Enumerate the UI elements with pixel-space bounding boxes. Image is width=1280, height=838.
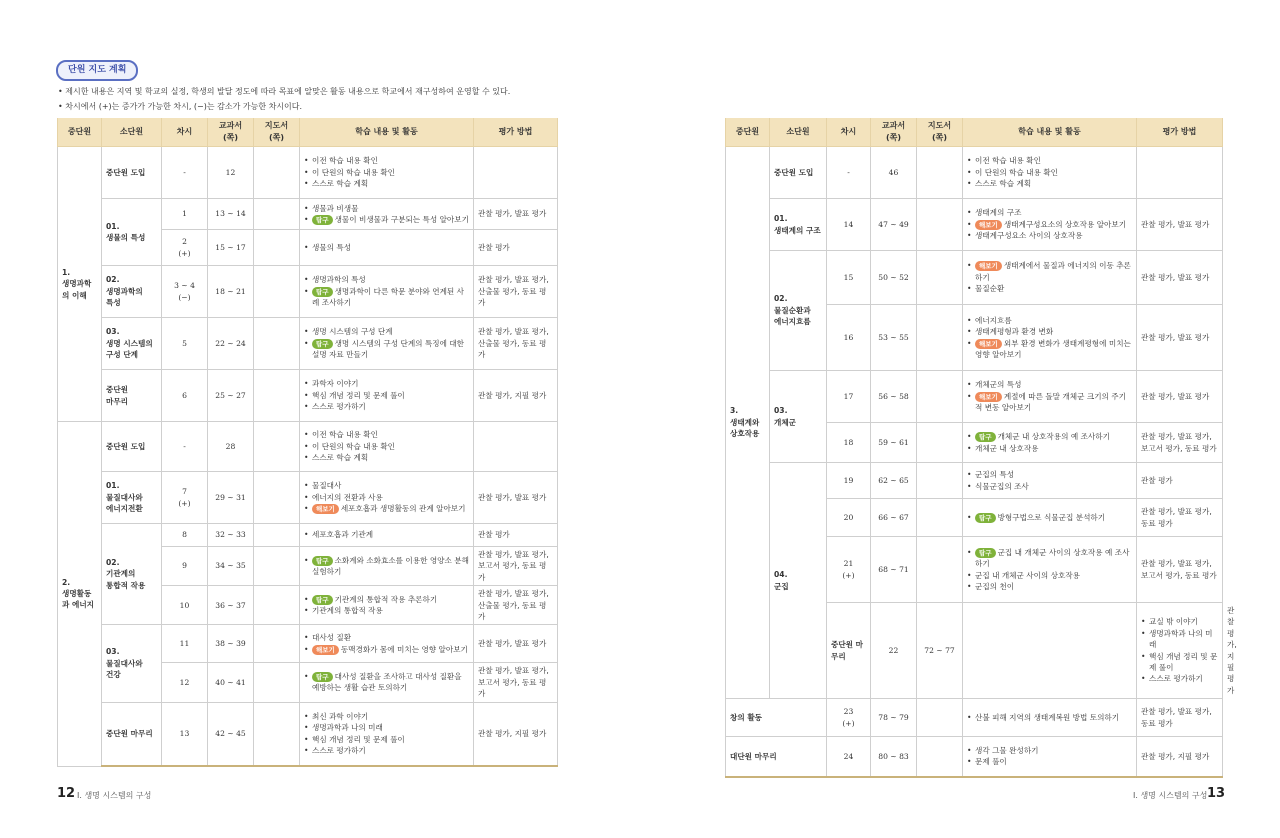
col-header-textbook: 교과서 (쪽) — [871, 118, 917, 147]
textbook-cell: 62 ~ 65 — [871, 463, 917, 499]
table-row — [58, 472, 558, 524]
sub-cell: 중단원 마무리 — [102, 370, 162, 422]
col-header-sub: 소단원 — [770, 118, 827, 147]
guide-cell — [254, 422, 300, 472]
textbook-cell: 47 ~ 49 — [871, 199, 917, 251]
content-cell — [963, 463, 1137, 499]
content-cell — [300, 147, 474, 199]
lesson-cell: 16 — [827, 305, 871, 371]
guide-cell — [254, 586, 300, 625]
eval-cell: 관찰 평가, 발표 평가 — [1137, 371, 1223, 423]
textbook-cell: 46 — [871, 147, 917, 199]
solve-tag: 해보기 — [312, 645, 339, 655]
guide-cell — [254, 702, 300, 766]
content-cell — [963, 147, 1137, 199]
sub-cell: 중단원 도입 — [102, 422, 162, 472]
table-row — [726, 199, 1223, 251]
eval-cell: 관찰 평가 — [1137, 463, 1223, 499]
list-item: • 해보기 세포호흡과 생명활동의 관계 알아보기 — [304, 503, 469, 514]
list-item: • 해보기 생태계구성요소의 상호작용 알아보기 — [967, 219, 1132, 230]
col-header-lesson: 차시 — [827, 118, 871, 147]
guide-cell — [917, 147, 963, 199]
content-cell — [963, 699, 1137, 737]
col-header-content: 학습 내용 및 활동 — [300, 118, 474, 147]
list-item: • 세포호흡과 기관계 — [304, 529, 469, 540]
lesson-cell: 17 — [827, 371, 871, 423]
textbook-cell: 78 ~ 79 — [871, 699, 917, 737]
list-item: • 탐구 방형구법으로 식물군집 분석하기 — [967, 512, 1132, 523]
list-item: • 개체군의 특성 — [967, 379, 1132, 390]
textbook-cell: 25 ~ 27 — [208, 370, 254, 422]
sub-cell: 03. 생명 시스템의 구성 단계 — [102, 318, 162, 370]
list-item: • 물질대사 — [304, 480, 469, 491]
guide-cell — [254, 547, 300, 586]
content-cell — [300, 524, 474, 547]
textbook-cell: 68 ~ 71 — [871, 537, 917, 603]
textbook-cell: 42 ~ 45 — [208, 702, 254, 766]
eval-cell: 관찰 평가, 발표 평가 — [474, 625, 558, 663]
list-item: • 대사성 질환 — [304, 632, 469, 643]
list-item: • 에너지흐름 — [967, 315, 1132, 326]
list-item: • 스스로 평가하기 — [1141, 673, 1218, 684]
lesson-cell: 10 — [162, 586, 208, 625]
list-item: • 생태계평형과 환경 변화 — [967, 326, 1132, 337]
guide-cell — [917, 251, 963, 305]
table-row: 중단원 마무리 22 72 ~ 77 • 교실 밖 이야기 • 생명과학과 나의 미래 • 핵심 개념 정리 및 문제 풀이 • 스스로 평가하기 관찰 평가, 지필 평가 — [726, 603, 1223, 699]
right-plan-table — [725, 118, 1237, 778]
textbook-cell: 12 — [208, 147, 254, 199]
guide-cell — [917, 537, 963, 603]
content-cell — [963, 371, 1137, 423]
list-item: • 생태계구성요소 사이의 상호작용 — [967, 230, 1132, 241]
textbook-cell: 13 ~ 14 — [208, 199, 254, 230]
eval-cell: 관찰 평가, 발표 평가, 산출물 평가, 동료 평가 — [474, 586, 558, 625]
guide-cell — [254, 318, 300, 370]
content-cell — [300, 199, 474, 230]
sub-cell: 03. 개체군 — [770, 371, 827, 463]
list-item: • 스스로 학습 계획 — [967, 178, 1132, 189]
lesson-cell: - — [162, 147, 208, 199]
col-header-guide: 지도서 (쪽) — [917, 118, 963, 147]
lesson-cell: 14 — [827, 199, 871, 251]
eval-cell: 관찰 평가, 지필 평가 — [1137, 737, 1223, 777]
list-item: • 최신 과학 이야기 — [304, 711, 469, 722]
lesson-cell: - — [162, 422, 208, 472]
list-item: • 기관계의 통합적 작용 — [304, 605, 469, 616]
list-item: • 에너지의 전환과 사용 — [304, 492, 469, 503]
explore-tag: 탐구 — [975, 432, 996, 442]
list-item: • 과학자 이야기 — [304, 378, 469, 389]
guide-cell — [254, 266, 300, 318]
eval-cell: 관찰 평가 — [474, 230, 558, 266]
list-item: • 산불 피해 지역의 생태계복원 방법 토의하기 — [967, 712, 1132, 723]
lesson-cell: 24 — [827, 737, 871, 777]
sub-cell: 중단원 마무리 — [827, 603, 871, 699]
sub-cell: 02. 생명과학의 특성 — [102, 266, 162, 318]
textbook-cell: 29 ~ 31 — [208, 472, 254, 524]
col-header-lesson: 차시 — [162, 118, 208, 147]
eval-cell: 관찰 평가 — [474, 524, 558, 547]
eval-cell: 관찰 평가, 발표 평가 — [474, 472, 558, 524]
textbook-cell: 80 ~ 83 — [871, 737, 917, 777]
sub-cell: 01. 물질대사와 에너지전환 — [102, 472, 162, 524]
table-row — [58, 625, 558, 663]
list-item: • 탐구 군집 내 개체군 사이의 상호작용 예 조사하기 — [967, 547, 1132, 570]
content-cell — [1137, 603, 1223, 699]
lesson-cell: 8 — [162, 524, 208, 547]
lesson-cell: 9 — [162, 547, 208, 586]
unit-1-cell: 1. 생명과학 의 이해 — [58, 147, 102, 422]
list-item: • 해보기 생태계에서 물질과 에너지의 이동 추론하기 — [967, 260, 1132, 283]
textbook-cell: 72 ~ 77 — [917, 603, 963, 699]
note-2: • 차시에서 (+)는 증가가 가능한 차시, (−)는 감소가 가능한 차시이다. — [58, 102, 303, 111]
content-cell — [963, 305, 1137, 371]
list-item: • 해보기 계절에 따른 돌말 개체군 크기의 주기적 변동 알아보기 — [967, 391, 1132, 414]
list-item: • 생물과 비생물 — [304, 203, 469, 214]
textbook-cell: 36 ~ 37 — [208, 586, 254, 625]
eval-cell: 관찰 평가, 발표 평가 — [1137, 305, 1223, 371]
col-header-textbook: 교과서 (쪽) — [208, 118, 254, 147]
list-item: • 핵심 개념 정리 및 문제 풀이 — [304, 734, 469, 745]
solve-tag: 해보기 — [975, 392, 1002, 402]
col-header-eval: 평가 방법 — [1137, 118, 1223, 147]
lesson-cell: 3 ~ 4 (−) — [162, 266, 208, 318]
content-cell — [963, 499, 1137, 537]
table-row — [726, 737, 1223, 777]
eval-cell — [474, 422, 558, 472]
content-cell — [963, 737, 1137, 777]
sub-cell: 중단원 마무리 — [102, 702, 162, 766]
table-row — [726, 371, 1223, 423]
textbook-cell: 50 ~ 52 — [871, 251, 917, 305]
list-item: • 탐구 소화계와 소화효소를 이용한 영양소 분해 실험하기 — [304, 555, 469, 578]
guide-cell — [917, 737, 963, 777]
note-1: • 제시한 내용은 지역 및 학교의 실정, 학생의 발달 정도에 따라 목표에 알맞은 활동 내용으로 학교에서 재구성하여 운영할 수 있다. — [58, 87, 511, 96]
list-item: • 해보기 동맥경화가 몸에 미치는 영향 알아보기 — [304, 644, 469, 655]
textbook-cell: 38 ~ 39 — [208, 625, 254, 663]
eval-cell: 관찰 평가, 발표 평가, 동료 평가 — [1137, 699, 1223, 737]
sub-cell: 04. 군집 — [770, 463, 827, 699]
page-number-left: 12 — [57, 786, 76, 801]
list-item: • 생물의 특성 — [304, 242, 469, 253]
lesson-cell: 12 — [162, 663, 208, 702]
eval-cell: 관찰 평가, 발표 평가 — [1137, 251, 1223, 305]
list-item: • 탐구 대사성 질환을 조사하고 대사성 질환을 예방하는 생활 습관 토의하기 — [304, 671, 469, 694]
eval-cell: 관찰 평가, 발표 평가, 산출물 평가, 동료 평가 — [474, 266, 558, 318]
lesson-cell: 7 (+) — [162, 472, 208, 524]
list-item: • 생명과학과 나의 미래 — [1141, 628, 1218, 651]
explore-tag: 탐구 — [312, 287, 333, 297]
list-item: • 스스로 평가하기 — [304, 401, 469, 412]
list-item: • 교실 밖 이야기 — [1141, 616, 1218, 627]
col-header-content: 학습 내용 및 활동 — [963, 118, 1137, 147]
table-row — [726, 251, 1223, 305]
textbook-cell: 34 ~ 35 — [208, 547, 254, 586]
section-heading: 단원 지도 계획 — [56, 60, 138, 81]
guide-cell — [254, 230, 300, 266]
col-header-guide: 지도서 (쪽) — [254, 118, 300, 147]
table-row — [58, 318, 558, 370]
textbook-cell: 32 ~ 33 — [208, 524, 254, 547]
list-item: • 개체군 내 상호작용 — [967, 443, 1132, 454]
list-item: • 생명과학의 특성 — [304, 274, 469, 285]
left-plan-table — [57, 118, 558, 767]
sub-cell: 창의 활동 — [726, 699, 827, 737]
content-cell — [300, 663, 474, 702]
textbook-cell: 66 ~ 67 — [871, 499, 917, 537]
sub-cell: 02. 물질순환과 에너지흐름 — [770, 251, 827, 371]
lesson-cell: 21 (+) — [827, 537, 871, 603]
textbook-cell: 59 ~ 61 — [871, 423, 917, 463]
eval-cell: 관찰 평가, 발표 평가, 산출물 평가, 동료 평가 — [474, 318, 558, 370]
content-cell — [300, 422, 474, 472]
content-cell — [963, 199, 1137, 251]
guide-cell — [254, 472, 300, 524]
list-item: • 문제 풀이 — [967, 756, 1132, 767]
solve-tag: 해보기 — [975, 261, 1002, 271]
guide-cell — [254, 370, 300, 422]
list-item: • 탐구 생명 시스템의 구성 단계의 특징에 대한 설명 자료 만들기 — [304, 338, 469, 361]
list-item: • 탐구 기관계의 통합적 작용 추론하기 — [304, 594, 469, 605]
table-row — [726, 463, 1223, 499]
table-row — [58, 147, 558, 199]
list-item: • 군집 내 개체군 사이의 상호작용 — [967, 570, 1132, 581]
list-item: • 생명 시스템의 구성 단계 — [304, 326, 469, 337]
lesson-cell: 2 (+) — [162, 230, 208, 266]
guide-cell — [254, 199, 300, 230]
list-item: • 식물군집의 조사 — [967, 481, 1132, 492]
solve-tag: 해보기 — [975, 220, 1002, 230]
guide-cell — [917, 499, 963, 537]
col-header-eval: 평가 방법 — [474, 118, 558, 147]
list-item: • 물질순환 — [967, 283, 1132, 294]
list-item: • 탐구 개체군 내 상호작용의 예 조사하기 — [967, 431, 1132, 442]
content-cell — [300, 266, 474, 318]
table-row — [58, 524, 558, 547]
table-row — [58, 199, 558, 230]
sub-cell: 01. 생태계의 구조 — [770, 199, 827, 251]
solve-tag: 해보기 — [312, 504, 339, 514]
guide-cell — [917, 423, 963, 463]
guide-cell — [963, 603, 1137, 699]
table-row — [58, 422, 558, 472]
page-label-right: Ⅰ. 생명 시스템의 구성 — [1133, 791, 1208, 800]
list-item: • 군집의 특성 — [967, 469, 1132, 480]
content-cell — [300, 625, 474, 663]
textbook-cell: 53 ~ 55 — [871, 305, 917, 371]
explore-tag: 탐구 — [975, 513, 996, 523]
list-item: • 이 단원의 학습 내용 확인 — [304, 441, 469, 452]
explore-tag: 탐구 — [312, 672, 333, 682]
content-cell — [300, 547, 474, 586]
list-item: • 해보기 외부 환경 변화가 생태계평형에 미치는 영향 알아보기 — [967, 338, 1132, 361]
textbook-cell: 15 ~ 17 — [208, 230, 254, 266]
list-item: • 이 단원의 학습 내용 확인 — [967, 167, 1132, 178]
eval-cell: 관찰 평가, 발표 평가 — [1137, 199, 1223, 251]
list-item: • 스스로 학습 계획 — [304, 452, 469, 463]
table-row — [726, 699, 1223, 737]
lesson-cell: 18 — [827, 423, 871, 463]
eval-cell — [474, 147, 558, 199]
content-cell — [963, 423, 1137, 463]
lesson-cell: 5 — [162, 318, 208, 370]
content-cell — [300, 370, 474, 422]
sub-cell: 대단원 마무리 — [726, 737, 827, 777]
content-cell — [300, 472, 474, 524]
eval-cell: 관찰 평가, 발표 평가, 보고서 평가, 동료 평가 — [474, 663, 558, 702]
col-header-mid: 중단원 — [726, 118, 770, 147]
explore-tag: 탐구 — [312, 339, 333, 349]
textbook-cell: 18 ~ 21 — [208, 266, 254, 318]
guide-cell — [917, 699, 963, 737]
guide-cell — [254, 147, 300, 199]
guide-cell — [254, 524, 300, 547]
list-item: • 핵심 개념 정리 및 문제 풀이 — [1141, 651, 1218, 674]
lesson-cell: 15 — [827, 251, 871, 305]
list-item: • 군집의 천이 — [967, 581, 1132, 592]
list-item: • 스스로 평가하기 — [304, 745, 469, 756]
content-cell — [963, 251, 1137, 305]
eval-cell: 관찰 평가, 발표 평가, 보고서 평가, 동료 평가 — [1137, 537, 1223, 603]
unit-2-cell: 2. 생명활동 과 에너지 — [58, 422, 102, 767]
list-item: • 스스로 학습 계획 — [304, 178, 469, 189]
lesson-cell: 19 — [827, 463, 871, 499]
sub-cell: 02. 기관계의 통합적 작용 — [102, 524, 162, 625]
guide-cell — [917, 463, 963, 499]
page-label-left: Ⅰ. 생명 시스템의 구성 — [77, 791, 152, 800]
list-item: • 이 단원의 학습 내용 확인 — [304, 167, 469, 178]
table-row — [58, 370, 558, 422]
col-header-mid: 중단원 — [58, 118, 102, 147]
lesson-cell: 20 — [827, 499, 871, 537]
lesson-cell: - — [827, 147, 871, 199]
lesson-cell: 13 — [162, 702, 208, 766]
sub-cell: 중단원 도입 — [102, 147, 162, 199]
content-cell — [300, 318, 474, 370]
guide-cell — [254, 663, 300, 702]
list-item: • 핵심 개념 정리 및 문제 풀이 — [304, 390, 469, 401]
lesson-cell: 6 — [162, 370, 208, 422]
list-item: • 탐구 생물이 비생물과 구분되는 특성 알아보기 — [304, 214, 469, 225]
explore-tag: 탐구 — [312, 595, 333, 605]
content-cell — [963, 537, 1137, 603]
list-item: • 생태계의 구조 — [967, 207, 1132, 218]
explore-tag: 탐구 — [312, 556, 333, 566]
explore-tag: 탐구 — [975, 548, 996, 558]
lesson-cell: 23 (+) — [827, 699, 871, 737]
table-row — [726, 147, 1223, 199]
content-cell — [300, 702, 474, 766]
guide-cell — [917, 199, 963, 251]
list-item: • 이전 학습 내용 확인 — [304, 155, 469, 166]
guide-cell — [917, 305, 963, 371]
eval-cell — [1137, 147, 1223, 199]
textbook-cell: 56 ~ 58 — [871, 371, 917, 423]
lesson-cell: 22 — [871, 603, 917, 699]
list-item: • 이전 학습 내용 확인 — [967, 155, 1132, 166]
textbook-cell: 28 — [208, 422, 254, 472]
explore-tag: 탐구 — [312, 215, 333, 225]
sub-cell: 03. 물질대사와 건강 — [102, 625, 162, 702]
lesson-cell: 11 — [162, 625, 208, 663]
eval-cell: 관찰 평가, 발표 평가, 보고서 평가, 동료 평가 — [1137, 423, 1223, 463]
textbook-cell: 22 ~ 24 — [208, 318, 254, 370]
textbook-cell: 40 ~ 41 — [208, 663, 254, 702]
list-item: • 생각 그물 완성하기 — [967, 745, 1132, 756]
table-row — [58, 266, 558, 318]
col-header-sub: 소단원 — [102, 118, 162, 147]
guide-cell — [917, 371, 963, 423]
solve-tag: 해보기 — [975, 339, 1002, 349]
unit-3-cell: 3. 생태계와 상호작용 — [726, 147, 770, 699]
sub-cell: 01. 생물의 특성 — [102, 199, 162, 266]
content-cell — [300, 230, 474, 266]
list-item: • 이전 학습 내용 확인 — [304, 429, 469, 440]
content-cell — [300, 586, 474, 625]
table-row — [58, 702, 558, 766]
eval-cell: 관찰 평가, 지필 평가 — [474, 702, 558, 766]
sub-cell: 중단원 도입 — [770, 147, 827, 199]
eval-cell: 관찰 평가, 지필 평가 — [474, 370, 558, 422]
eval-cell: 관찰 평가, 발표 평가, 보고서 평가, 동료 평가 — [474, 547, 558, 586]
eval-cell: 관찰 평가, 발표 평가 — [474, 199, 558, 230]
page-number-right: 13 — [1207, 786, 1226, 801]
list-item: • 생명과학과 나의 미래 — [304, 722, 469, 733]
eval-cell: 관찰 평가, 발표 평가, 동료 평가 — [1137, 499, 1223, 537]
guide-cell — [254, 625, 300, 663]
list-item: • 탐구 생명과학이 다른 학문 분야와 연계된 사례 조사하기 — [304, 286, 469, 309]
lesson-cell: 1 — [162, 199, 208, 230]
